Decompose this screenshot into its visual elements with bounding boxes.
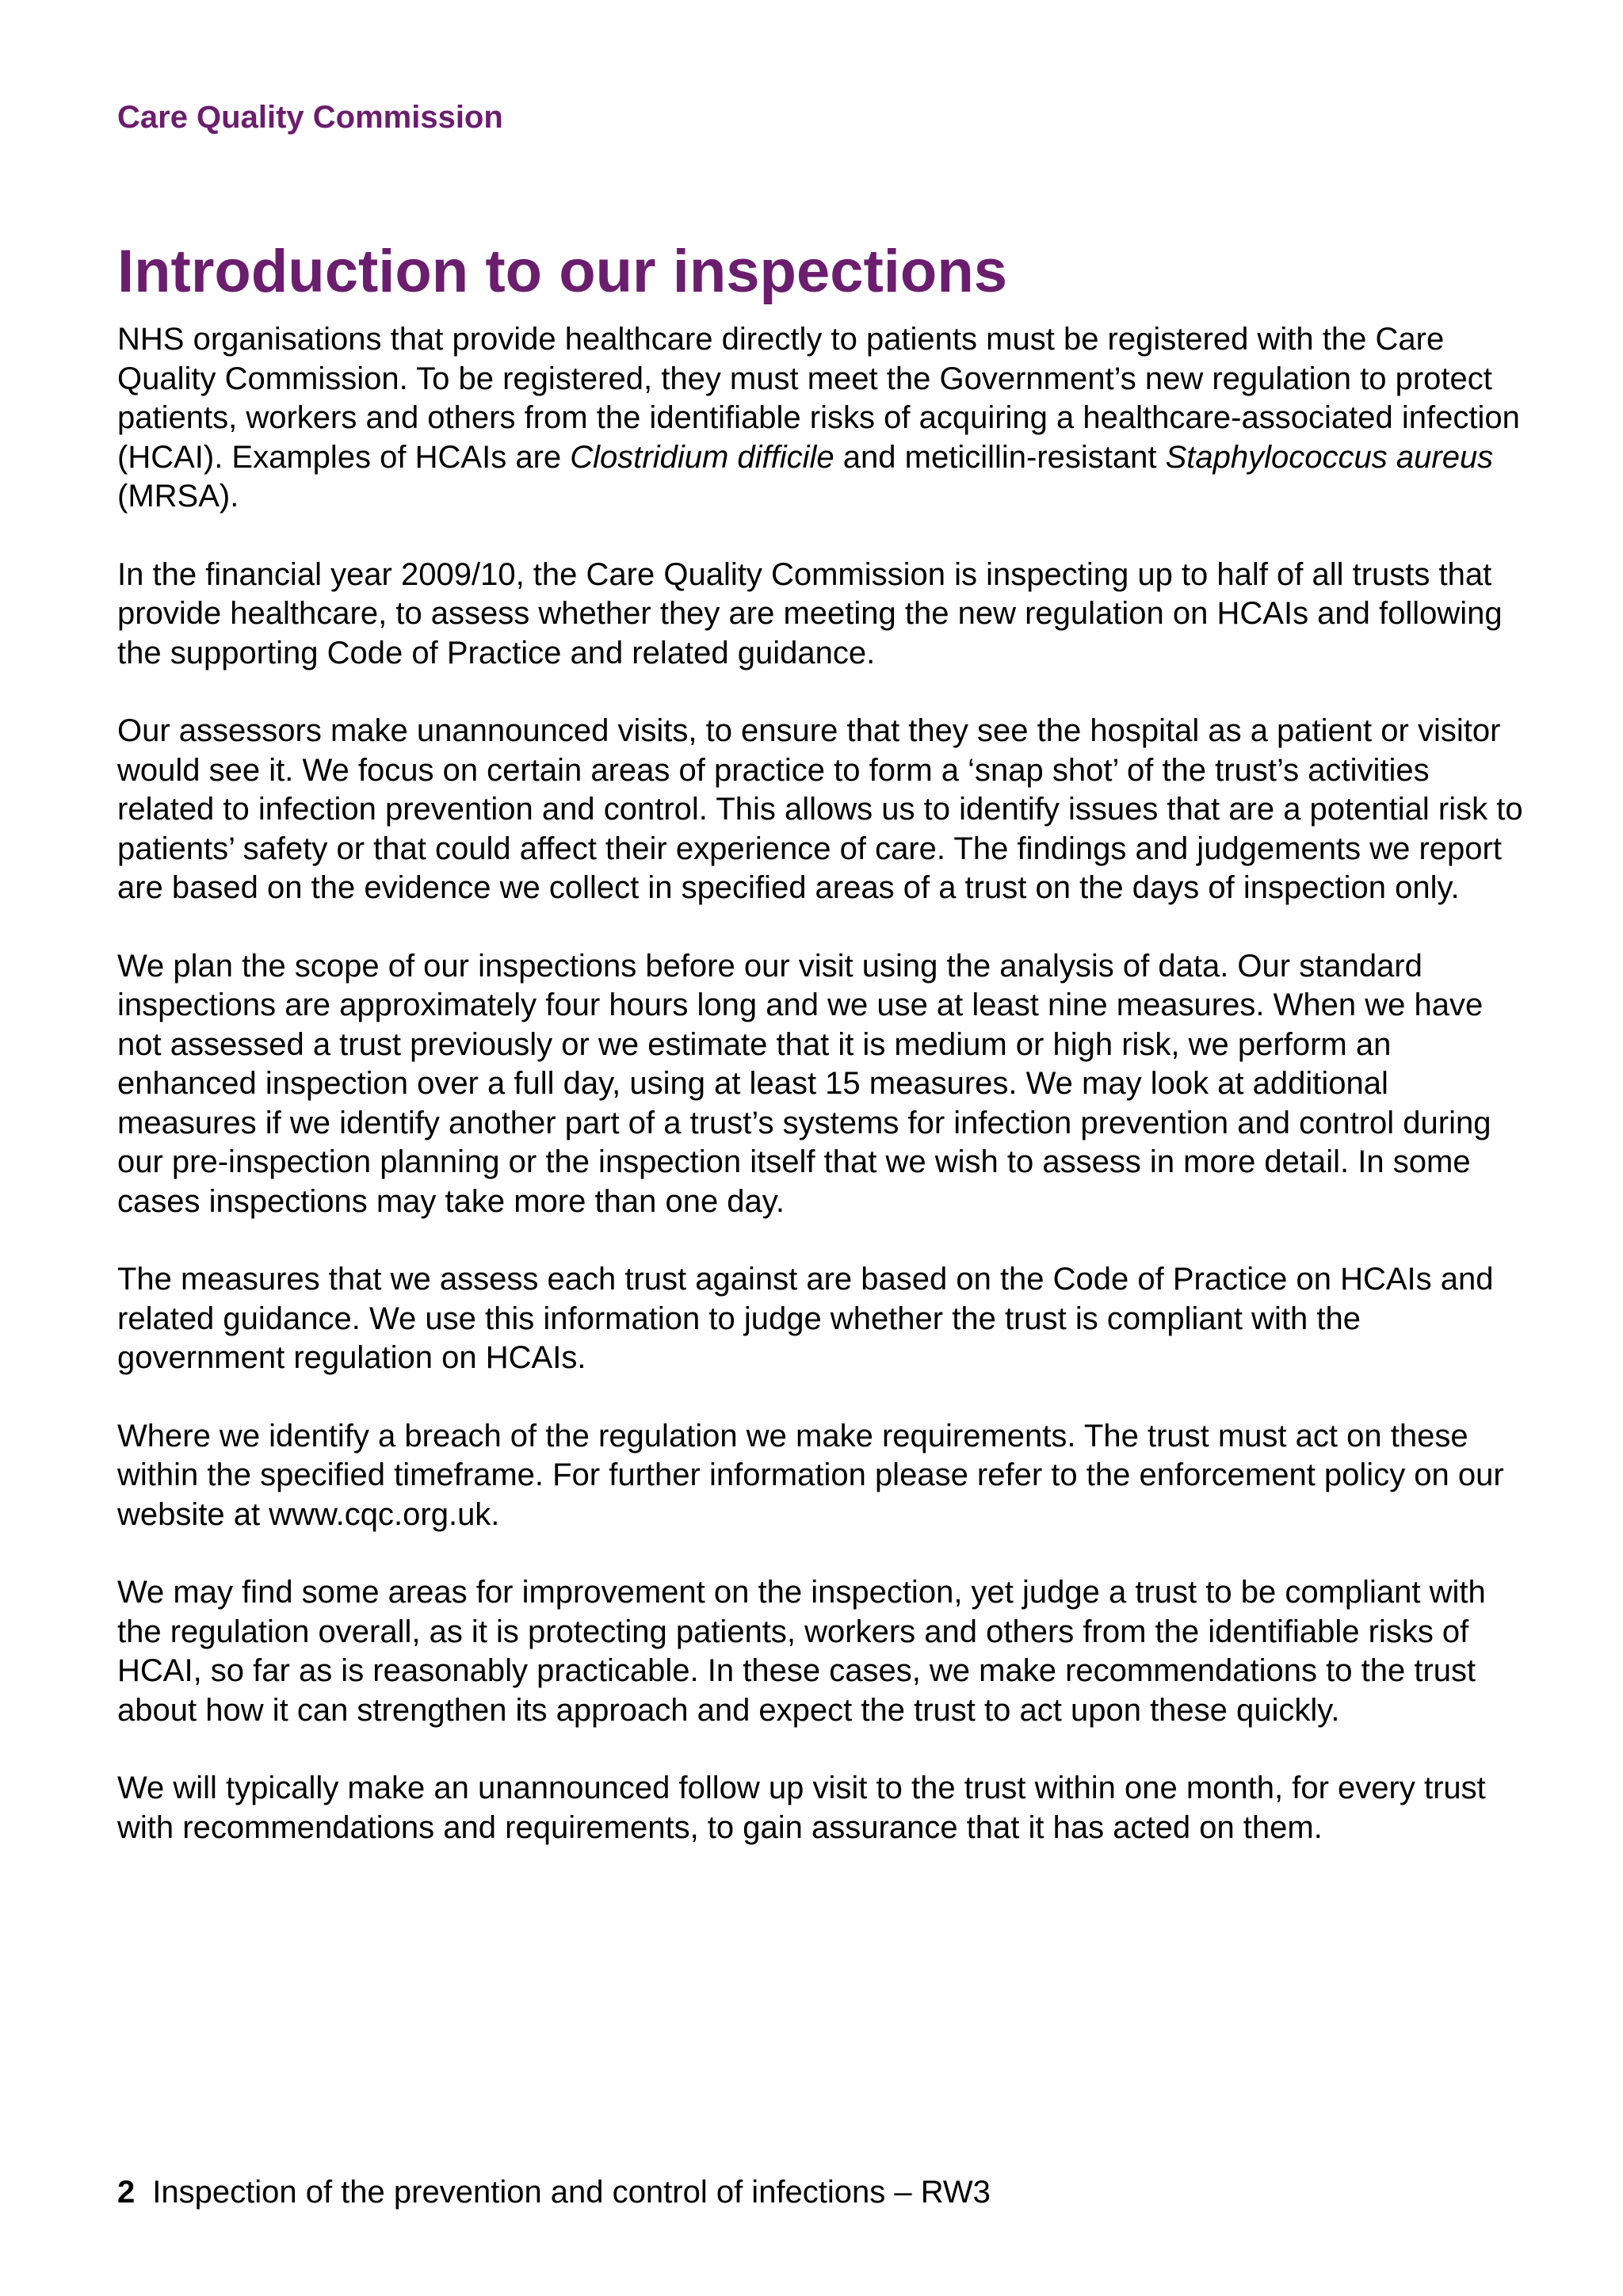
paragraph-registration-text-2: and meticillin-resistant bbox=[834, 439, 1166, 475]
footer-document-title: Inspection of the prevention and control of infections – RW3 bbox=[152, 2175, 991, 2210]
paragraph-registration bbox=[117, 320, 1528, 517]
paragraph-inspection-scope: We plan the scope of our inspections before our visit using the analysis of data. Our standard inspections are approximately four hours long and we use at least nine measures. When we have not assessed a trust previously or we estimate that it is medium or high risk, we perform an enhanced inspection over a full day, using at least 15 measures. We may look at additional measures if we identify another part of a trust’s systems for infection prevention and control during our pre-inspection planning or the inspection itself that we wish to assess in more detail. In some cases inspections may take more than one day. bbox=[117, 948, 1491, 1219]
staphylococcus-aureus-term: Staphylococcus aureus bbox=[1165, 439, 1494, 475]
paragraph-registration-text-3: (MRSA). bbox=[117, 479, 239, 514]
paragraph-registration-text-1: NHS organisations that provide healthcare directly to patients must be registered with the Care Quality Commission. To be registered, they must meet the Government’s new regulation to protect patients, workers and others from the identifiable risks of acquiring a healthcare-associated infection (HCAI). Examples of HCAIs are bbox=[117, 322, 1520, 475]
page-footer bbox=[117, 2173, 991, 2211]
paragraph-requirements: Where we identify a breach of the regulation we make requirements. The trust must act on these within the specified timeframe. For further information please refer to the enforcement policy on our website at www.cqc.org.uk. bbox=[117, 1418, 1504, 1532]
paragraph-measures: The measures that we assess each trust against are based on the Code of Practice on HCAIs and related guidance. We use this information to judge whether the trust is compliant with the government regulation on HCAIs. bbox=[117, 1262, 1494, 1375]
clostridium-difficile-term: Clostridium difficile bbox=[570, 439, 834, 475]
paragraph-follow-up: We will typically make an unannounced follow up visit to the trust within one month, for every trust with recommendations and requirements, to gain assurance that it has acted on them. bbox=[117, 1771, 1486, 1845]
page-number: 2 bbox=[117, 2175, 136, 2210]
paragraph-recommendations: We may find some areas for improvement on the inspection, yet judge a trust to be compliant with the regulation overall, as it is protecting patients, workers and others from the identifiable risks of HCAI, so far as is reasonably practicable. In these cases, we make recommendations to the trust about how it can strengthen its approach and expect the trust to act upon these quickly. bbox=[117, 1575, 1486, 1728]
page-title: Introduction to our inspections bbox=[117, 238, 1008, 305]
paragraph-unannounced-visits: Our assessors make unannounced visits, to ensure that they see the hospital as a patient or visitor would see it. We focus on certain areas of practice to form a ‘snap shot’ of the trust’s activities related to infection prevention and control. This allows us to identify issues that are a potential risk to patients’ safety or that could affect their experience of care. The findings and judgements we report are based on the evidence we collect in specified areas of a trust on the days of inspection only. bbox=[117, 713, 1523, 905]
paragraph-financial-year: In the financial year 2009/10, the Care Quality Commission is inspecting up to half of all trusts that provide healthcare, to assess whether they are meeting the new regulation on HCAIs and following the supporting Code of Practice and related guidance. bbox=[117, 556, 1503, 670]
body-text bbox=[117, 320, 1528, 1886]
organisation-header: Care Quality Commission bbox=[117, 100, 503, 135]
document-page bbox=[117, 0, 1528, 2296]
